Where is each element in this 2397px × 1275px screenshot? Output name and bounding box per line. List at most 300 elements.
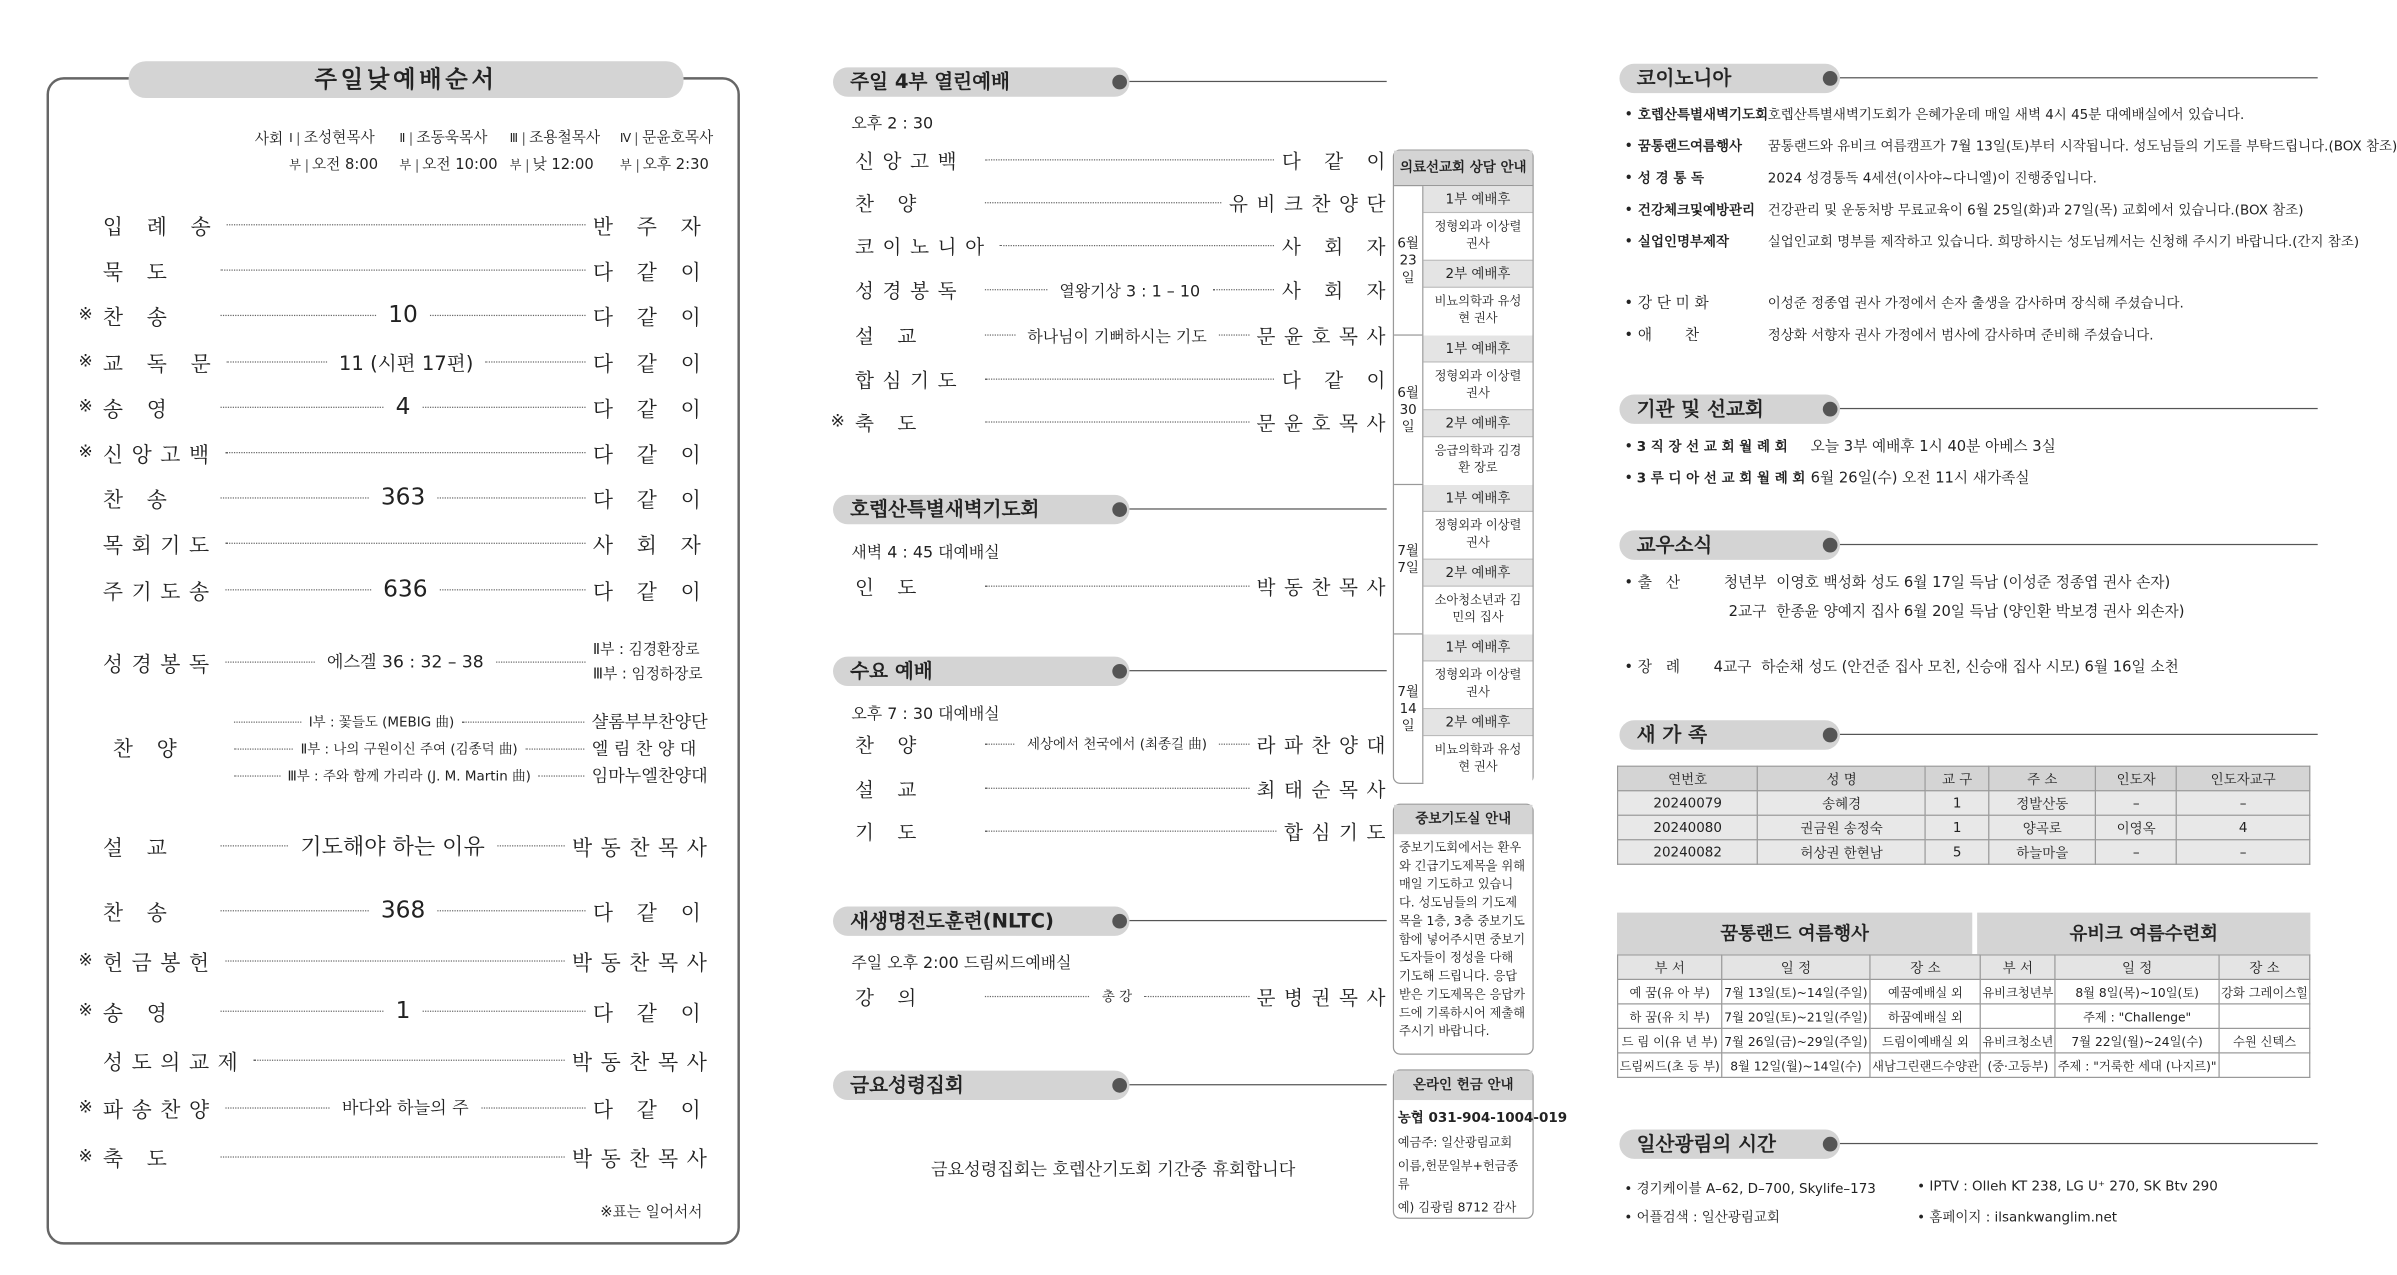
required-standing-mark: ※ (78, 305, 93, 325)
leader-dots (423, 1010, 586, 1011)
birth-item (1713, 571, 2171, 592)
table-row (1618, 1053, 2310, 1078)
order-label: 찬 양 (855, 191, 925, 215)
leader-dots (423, 406, 586, 407)
media-item (1624, 1178, 1876, 1198)
order-label: 축 도 (102, 1147, 176, 1172)
header-dot (1823, 538, 1838, 553)
table-cell: 7월 20일(토)~21일(주일) (1722, 1004, 1870, 1029)
order-label: 찬 양 (855, 733, 925, 757)
koinonia-key: 실업인명부제작 (1637, 233, 1730, 250)
leader-dots (221, 406, 384, 407)
order-label: 설 교 (855, 777, 925, 801)
media-text: 어플검색 : 일산광림교회 (1636, 1209, 1780, 1225)
table-cell: 하꿈예배실 외 (1870, 1004, 1981, 1029)
table-cell: 1 (1926, 815, 1989, 840)
dawn-prayer-row (831, 570, 1395, 602)
table-header: 연번호 (1618, 766, 1758, 791)
header-dot (1112, 1078, 1127, 1093)
leader-row (394, 125, 502, 152)
order-label: 성경봉독 (855, 278, 966, 302)
leader-dots (985, 334, 1015, 335)
medical-doctor: 비뇨의학과 유성현 권사 (1423, 736, 1532, 784)
table-cell: 강화 그레이스힐 (2219, 979, 2309, 1004)
wednesday-row (831, 815, 1395, 847)
leader-dots (985, 830, 1277, 831)
table-cell: 20240080 (1618, 815, 1758, 840)
friday-header (833, 1071, 1387, 1100)
header-dot (1112, 914, 1127, 929)
bullet: • (1624, 232, 1634, 250)
koinonia-value: 호렙산특별새벽기도회가 은혜가운데 매일 새벽 4시 45분 대예배실에서 있습니다. (1767, 106, 2245, 123)
leader-dots (225, 960, 565, 961)
medical-box (1393, 149, 1534, 784)
leader-dots (234, 748, 293, 749)
header-dot (1112, 502, 1127, 517)
org-header-title: 기관 및 선교회 (1619, 394, 1840, 423)
medical-doctor: 정형외과 이상렬 권사 (1423, 512, 1532, 560)
order-person: 다 같 이 (592, 1001, 710, 1026)
bullet: • (1624, 169, 1634, 187)
leader-dots (221, 910, 369, 911)
birth-group: 2교구 (1728, 602, 1767, 620)
order-detail: 636 (383, 575, 428, 603)
order-person: 다 같 이 (592, 900, 710, 926)
header-dot (1823, 402, 1838, 417)
offering-holder: 예금주: 일산광림교회 (1397, 1136, 1513, 1151)
medical-date-block (1394, 185, 1532, 334)
leader-dots (496, 661, 586, 662)
koinonia-value: 꿈통랜드와 유비크 여름캠프가 7월 13일(토)부터 시작됩니다. 성도님들의 기도를 부탁드립니다.(BOX 참조) (1767, 138, 2397, 155)
order-person: 다 같 이 (592, 442, 710, 468)
table-header: 주 소 (1989, 766, 2096, 791)
order-row (78, 299, 715, 331)
table-cell: 예꿈예배실 외 (1870, 979, 1981, 1004)
order-row (78, 527, 715, 559)
leader-dots (985, 202, 1222, 203)
order-person: 다 같 이 (592, 580, 710, 605)
medical-date-block (1394, 633, 1532, 782)
medical-session: 1부 예배후 (1423, 186, 1532, 213)
header-line (1840, 77, 2318, 78)
leader-name: 문윤호목사 (642, 128, 714, 146)
choir-line (227, 708, 715, 735)
order-person: 문윤호목사 (1256, 324, 1395, 348)
nltc-row (831, 980, 1395, 1012)
birth-text: 한종윤 양예지 집사 6월 20일 득남 (양인환 박보경 권사 외손자) (1776, 602, 2185, 620)
order-row (78, 345, 715, 377)
choir-song: Ⅱ부 : 나의 구원이신 주여 (김종덕 曲) (300, 741, 518, 758)
table-cell: 5 (1926, 840, 1989, 865)
table-cell: 7월 22일(월)~24일(수) (2055, 1028, 2219, 1053)
order-person: 다 같 이 (592, 488, 710, 513)
order-person: 문윤호목사 (1256, 410, 1395, 435)
media-header-title: 일산광림의 시간 (1619, 1129, 1840, 1158)
funeral-label: 장 례 (1637, 657, 1681, 675)
table-cell: 하 꿈(유 치 부) (1618, 1004, 1722, 1029)
dawn-prayer-header (833, 495, 1387, 524)
leader-row (284, 125, 392, 152)
order-label: 파송찬양 (102, 1098, 218, 1123)
choir-label: 찬 양 (112, 737, 186, 762)
order-person: 합심기도 (1284, 820, 1395, 844)
order-label: 찬 송 (102, 305, 176, 331)
leader-dots (225, 451, 586, 452)
media-text: 홈페이지 : ilsankwanglim.net (1929, 1209, 2118, 1225)
media-header (1619, 1129, 2317, 1158)
order-row (78, 1091, 715, 1123)
leader-dots (440, 589, 586, 590)
leader-dots (225, 1107, 330, 1108)
order-detail: 세상에서 천국에서 (최종길 曲) (1027, 736, 1208, 753)
order-detail: 1 (395, 997, 411, 1025)
table-cell: 20240082 (1618, 840, 1758, 865)
org-key: 3 루 디 아 선 교 회 월 례 회 (1636, 470, 1806, 487)
table-cell: 예 꿈(유 아 부) (1618, 979, 1722, 1004)
leader-dots (985, 995, 1090, 996)
order-label: 신앙고백 (855, 148, 966, 173)
order-row (831, 405, 1395, 437)
table-header: 장 소 (1870, 955, 1981, 980)
open-service-header (833, 67, 1387, 96)
leader-dots (1000, 244, 1275, 245)
leader-dots (430, 314, 585, 315)
order-label: 신앙고백 (102, 442, 218, 468)
wednesday-service-header-title: 수요 예배 (833, 657, 1129, 686)
leader-roman: Ⅲ (505, 132, 524, 145)
table-cell: 유비크청년부 (1981, 979, 2055, 1004)
table-cell (1981, 1004, 2055, 1029)
table-cell (2219, 1004, 2309, 1029)
leader-dots (225, 589, 371, 590)
leader-dots (227, 224, 586, 225)
order-detail: 368 (380, 896, 426, 924)
reader-2: Ⅱ부 : 김경환장로 (592, 640, 700, 658)
bullet: • (1624, 1180, 1637, 1197)
leader-dots (221, 314, 376, 315)
order-row (78, 391, 715, 423)
offering-example: 예) 김광림 8712 감사 (1397, 1201, 1517, 1216)
order-person: 다 같 이 (592, 397, 710, 423)
prayer-text: 중보기도회에서는 환우와 긴급기도제목을 위해 매일 기도하고 있습니다. 성도님들의 기도제목을 1층, 3층 중보기도함에 넣어주시면 중보기도자들이 정성을 다해 기도해 드립니다. 응답받은 기도제목은 응답카드에 기록하시어 제출해 주시기 바랍니다. (1398, 841, 1526, 1039)
leader-dots (437, 910, 585, 911)
order-person: 다 같 이 (592, 260, 710, 285)
bullet: • (1624, 1209, 1637, 1225)
leader-row (505, 152, 613, 179)
funeral-row (1624, 655, 2178, 676)
leader-dots (234, 775, 280, 776)
required-standing-mark: ※ (78, 442, 93, 462)
koinonia-item (1624, 200, 2322, 220)
wednesday-row (831, 772, 1395, 804)
leader-time: 오전 8:00 (311, 155, 379, 173)
medical-session: 1부 예배후 (1423, 336, 1532, 363)
leader-dots (437, 497, 585, 498)
order-person: 문병권목사 (1256, 985, 1395, 1009)
order-row (831, 143, 1395, 175)
org-item (1624, 467, 2029, 488)
order-person: 박동찬목사 (571, 1147, 716, 1172)
leader-part: 부 (615, 159, 638, 172)
order-detail: 바다와 하늘의 주 (341, 1098, 469, 1119)
scripture-text: 에스겔 36 : 32 – 38 (326, 652, 484, 673)
leader-dots (985, 585, 1249, 586)
leader-dots (234, 721, 301, 722)
order-label: 인 도 (855, 575, 925, 599)
order-label: 헌금봉헌 (102, 951, 218, 976)
order-person: 다 같 이 (1281, 368, 1395, 392)
order-person: 박동찬목사 (571, 836, 716, 861)
required-standing-mark: ※ (78, 1097, 93, 1118)
events-titles (1617, 913, 2310, 955)
medical-session: 2부 예배후 (1423, 709, 1532, 736)
order-label: 찬 송 (102, 900, 176, 926)
table-cell: – (2177, 791, 2310, 816)
order-row (78, 894, 715, 926)
order-person: 사 회 자 (1281, 234, 1395, 258)
nltc-time: 주일 오후 2:00 드림씨드예배실 (851, 954, 1072, 973)
order-row (78, 481, 715, 513)
new-family-table (1617, 766, 2310, 865)
leader-dots (221, 1156, 565, 1157)
table-header: 성 명 (1758, 766, 1926, 791)
leader-roman: Ⅱ (394, 132, 411, 145)
required-standing-mark: ※ (78, 950, 93, 971)
koinonia-item (1624, 323, 2153, 344)
medical-date: 6월 23일 (1394, 186, 1423, 334)
choir-name: 샬롬부부찬양단 (591, 712, 708, 733)
koinonia-value: 건강관리 및 운동처방 무료교육이 6월 25일(화)과 27일(목) 교회에서 있습니다.(BOX 참조) (1767, 202, 2304, 219)
leader-roman: Ⅳ (615, 132, 637, 145)
table-header: 부 서 (1981, 955, 2055, 980)
table-row (1618, 1028, 2310, 1053)
leader-name: 조동욱목사 (416, 128, 488, 146)
leader-dots (462, 721, 585, 722)
sermon-row (78, 829, 715, 861)
org-key: 3 직 장 선 교 회 월 례 회 (1636, 438, 1788, 455)
order-detail: 기도해야 하는 이유 (300, 834, 485, 860)
koinonia-key: 꿈통랜드여름행사 (1637, 138, 1743, 155)
leader-4 (615, 125, 723, 179)
leader-time: 오전 10:00 (422, 155, 498, 173)
new-family-header (1619, 720, 2317, 749)
koinonia-key: 호렙산특별새벽기도회 (1637, 106, 1769, 123)
order-row (78, 995, 715, 1027)
medical-schedule (1394, 185, 1532, 783)
leader-part: 부 (284, 159, 307, 172)
table-cell: 주제 : "거룩한 세대 (나지르)" (2055, 1053, 2219, 1078)
leader-dots (538, 775, 584, 776)
order-row (78, 1044, 715, 1076)
table-header: 인도자교구 (2177, 766, 2310, 791)
news-header-title: 교우소식 (1619, 530, 1840, 559)
required-standing-mark: ※ (78, 1146, 93, 1167)
leader-row (284, 152, 392, 179)
leader-dots (486, 361, 586, 362)
medical-title: 의료선교회 상담 안내 (1394, 151, 1532, 185)
koinonia-key: 애 찬 (1637, 325, 1700, 343)
order-row (78, 944, 715, 976)
leader-3 (505, 125, 613, 179)
nltc-header-title: 새생명전도훈련(NLTC) (833, 907, 1129, 936)
table-header: 일 정 (2055, 955, 2219, 980)
order-person: 사 회 자 (592, 533, 710, 558)
header-line (1129, 1084, 1386, 1085)
bullet: • (1624, 294, 1634, 312)
leader-name: 조용철목사 (529, 128, 601, 146)
leader-row (505, 125, 613, 152)
summer-events (1617, 913, 2310, 1078)
table-cell: 1 (1926, 791, 1989, 816)
birth-item (1713, 600, 2185, 621)
order-label: 찬 송 (102, 488, 176, 513)
medical-doctor: 정형외과 이상렬 권사 (1423, 363, 1532, 411)
table-cell (2219, 1053, 2309, 1078)
choir-name: 임마누엘찬양대 (591, 766, 708, 787)
new-family-header-title: 새 가 족 (1619, 720, 1840, 749)
table-header: 부 서 (1618, 955, 1722, 980)
medical-session: 2부 예배후 (1423, 560, 1532, 587)
table-cell: 유비크청소년 (1981, 1028, 2055, 1053)
header-dot (1823, 1137, 1838, 1152)
order-row (831, 186, 1395, 218)
order-label: 합심기도 (855, 368, 966, 392)
birth-label-row (1624, 571, 1680, 592)
choir-line (227, 762, 715, 789)
order-person: 최태순목사 (1256, 777, 1395, 801)
required-standing-mark: ※ (830, 411, 845, 432)
header-dot (1112, 75, 1127, 90)
offering-title: 온라인 헌금 안내 (1394, 1071, 1532, 1100)
org-value: 오늘 3부 예배후 1시 40분 아베스 3실 (1810, 437, 2056, 455)
medical-doctor: 응급의학과 김경환 장로 (1423, 437, 1532, 485)
order-person: 다 같 이 (592, 305, 710, 331)
order-label: 송 영 (102, 397, 176, 423)
order-person: 박동찬목사 (571, 1050, 716, 1075)
leader-time: 낮 12:00 (532, 155, 594, 173)
table-header: 장 소 (2219, 955, 2309, 980)
order-detail: 10 (388, 301, 418, 329)
table-row (1618, 791, 2310, 816)
prayer-title: 중보기도실 안내 (1394, 805, 1532, 834)
table-cell: 주제 : "Challenge" (2055, 1004, 2219, 1029)
leader-row (394, 152, 502, 179)
ubique-title: 유비크 여름수련회 (1977, 913, 2310, 955)
table-cell: 수원 신텍스 (2219, 1028, 2309, 1053)
leader-row (615, 152, 723, 179)
table-cell: – (2096, 840, 2177, 865)
table-cell: 4 (2177, 815, 2310, 840)
bullet: • (1624, 105, 1634, 123)
order-row (78, 254, 715, 286)
org-value: 6월 26일(수) 오전 11시 새가족실 (1810, 469, 2030, 487)
table-cell: 8월 8일(목)~10일(토) (2055, 979, 2219, 1004)
sunday-service-title: 주일낮예배순서 (129, 61, 684, 98)
order-label: 강 의 (855, 985, 925, 1009)
medical-doctor: 정형외과 이상렬 권사 (1423, 662, 1532, 710)
table-cell: 송혜경 (1758, 791, 1926, 816)
header-dot (1823, 728, 1838, 743)
medical-date-block (1394, 484, 1532, 633)
required-standing-mark: ※ (78, 1000, 93, 1021)
table-cell: 정발산동 (1989, 791, 2096, 816)
koinonia-header-title: 코이노니아 (1619, 64, 1840, 93)
medical-session: 2부 예배후 (1423, 410, 1532, 437)
order-detail: 11 (시편 17편) (338, 350, 474, 375)
order-label: 기 도 (855, 820, 925, 844)
header-line (1840, 544, 2318, 545)
bullet: • (1624, 437, 1634, 455)
table-row (1618, 1004, 2310, 1029)
koinonia-value: 2024 성경통독 4세션(이사야~다니엘)이 진행중입니다. (1767, 170, 2097, 187)
header-line (1129, 81, 1386, 82)
table-row (1618, 815, 2310, 840)
table-header: 교 구 (1926, 766, 1989, 791)
table-header: 일 정 (1722, 955, 1870, 980)
koinonia-item (1624, 292, 2183, 313)
order-label: 송 영 (102, 1001, 176, 1026)
leader-dots (985, 159, 1275, 160)
table-cell: – (2096, 791, 2177, 816)
medical-rows (1423, 485, 1532, 633)
medical-rows (1423, 635, 1532, 783)
scripture-row (78, 635, 715, 689)
order-person: 박동찬목사 (571, 951, 716, 976)
birth-label: 출 산 (1637, 573, 1681, 591)
table-cell: 드림이예배실 외 (1870, 1028, 1981, 1053)
wednesday-row (831, 728, 1395, 760)
leader-dots (221, 269, 586, 270)
koinonia-header (1619, 64, 2317, 93)
table-cell: 20240079 (1618, 791, 1758, 816)
leader-dots (225, 661, 315, 662)
leader-dots (525, 748, 584, 749)
leader-dots (225, 542, 586, 543)
order-person: 다 같 이 (592, 1098, 710, 1123)
bullet: • (1917, 1178, 1930, 1195)
leader-dots (985, 421, 1249, 422)
funeral-group: 4교구 (1713, 657, 1752, 675)
table-header-row (1618, 955, 2310, 980)
leader-dots (254, 1059, 565, 1060)
table-cell: 하늘마을 (1989, 840, 2096, 865)
bullet: • (1624, 469, 1634, 487)
koinonia-key: 성 경 통 독 (1637, 170, 1705, 187)
order-person: 라파찬양대 (1256, 733, 1395, 757)
order-detail: 4 (395, 393, 411, 421)
header-line (1129, 670, 1386, 671)
order-label: 축 도 (855, 410, 925, 435)
table-cell: 드림씨드(초 등 부) (1618, 1053, 1722, 1078)
bullet: • (1624, 325, 1634, 343)
medical-rows (1423, 336, 1532, 484)
header-dot (1112, 664, 1127, 679)
news-header (1619, 530, 2317, 559)
leader-dots (1212, 288, 1274, 289)
order-person: 박동찬목사 (1256, 575, 1395, 599)
table-cell: 드 림 이(유 년 부) (1618, 1028, 1722, 1053)
birth-group: 청년부 (1723, 573, 1767, 591)
table-header: 인도자 (2096, 766, 2177, 791)
choir-song: Ⅲ부 : 주와 함께 가리라 (J. M. Martin 曲) (287, 768, 531, 784)
order-person: 반 주 자 (592, 214, 710, 240)
leader-roman: Ⅰ (284, 132, 299, 145)
order-label: 입 례 송 (102, 214, 220, 240)
leader-2 (394, 125, 502, 179)
order-detail: 총 강 (1101, 988, 1133, 1005)
koinonia-item (1624, 136, 2397, 156)
choir-song: Ⅰ부 : 꽃들도 (MEBIG 曲) (308, 714, 455, 731)
